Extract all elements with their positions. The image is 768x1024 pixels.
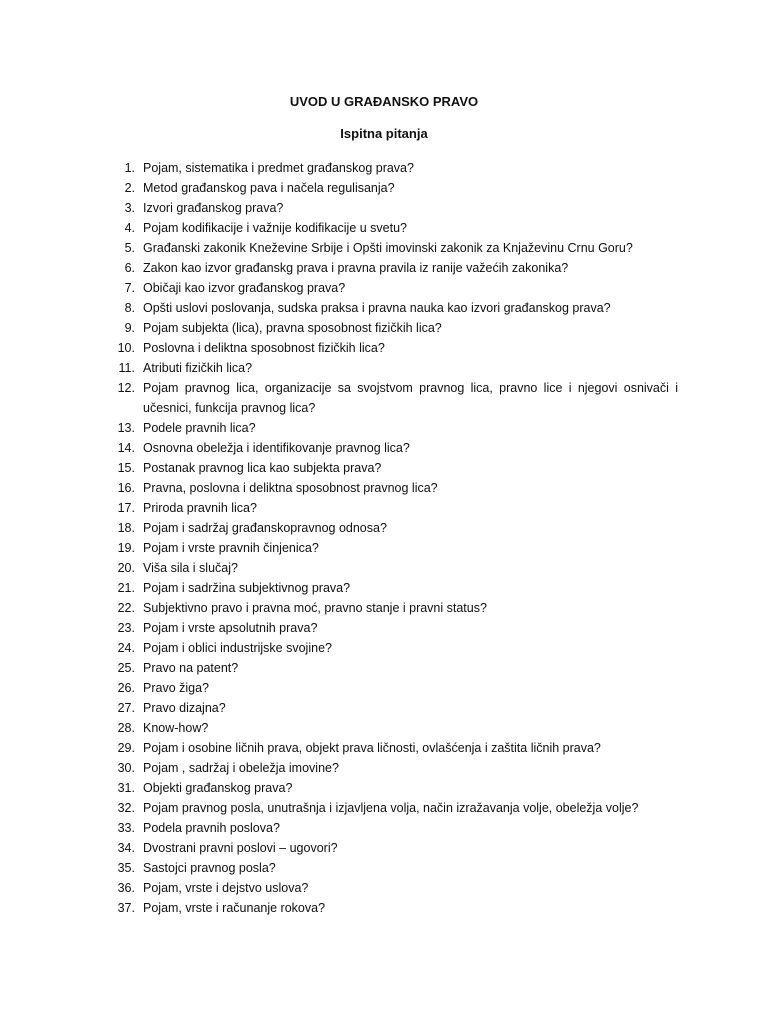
question-text: Običaji kao izvor građanskog prava? [143, 281, 346, 295]
question-text: Pojam i sadržina subjektivnog prava? [143, 581, 351, 595]
question-number: 29 . [108, 738, 135, 758]
list-item [108, 338, 678, 358]
question-number: 21 . [108, 578, 135, 598]
list-item [108, 498, 678, 518]
question-number: 7 . [108, 278, 135, 298]
question-number: 25 . [108, 658, 135, 678]
question-number: 15 . [108, 458, 135, 478]
question-text: Metod građanskog pava i načela regulisanja? [143, 181, 395, 195]
question-number: 18 . [108, 518, 135, 538]
question-text: Građanski zakonik Kneževine Srbije i Opšti imovinski zakonik za Knjaževinu Crnu Goru? [143, 241, 633, 255]
question-text: Postanak pravnog lica kao subjekta prava? [143, 461, 382, 475]
question-number: 32 . [108, 798, 135, 818]
list-item [108, 838, 678, 858]
question-text: Pravo žiga? [143, 681, 210, 695]
list-item [108, 858, 678, 878]
question-text: Pojam pravnog posla, unutrašnja i izjavljena volja, način izražavanja volje, obeležja volje? [143, 801, 639, 815]
list-item [108, 698, 678, 718]
question-number: 10 . [108, 338, 135, 358]
question-text: Pojam i osobine ličnih prava, objekt prava ličnosti, ovlašćenja i zaštita ličnih prava? [143, 741, 601, 755]
list-item [108, 458, 678, 478]
question-text: Osnovna obeležja i identifikovanje pravnog lica? [143, 441, 410, 455]
question-number: 2 . [108, 178, 135, 198]
question-text: Pojam i vrste apsolutnih prava? [143, 621, 318, 635]
question-number: 24 . [108, 638, 135, 658]
question-text: Pojam subjekta (lica), pravna sposobnost fizičkih lica? [143, 321, 442, 335]
question-text: Podele pravnih lica? [143, 421, 256, 435]
question-number: 3 . [108, 198, 135, 218]
list-item [108, 158, 678, 178]
list-item [108, 718, 678, 738]
question-number: 12 . [108, 378, 135, 398]
list-item [108, 198, 678, 218]
question-text: Poslovna i deliktna sposobnost fizičkih lica? [143, 341, 385, 355]
question-number: 28 . [108, 718, 135, 738]
question-text: Subjektivno pravo i pravna moć, pravno stanje i pravni status? [143, 601, 487, 615]
question-text: Opšti uslovi poslovanja, sudska praksa i pravna nauka kao izvori građanskog prava? [143, 301, 611, 315]
list-item [108, 558, 678, 578]
list-item [108, 178, 678, 198]
question-text: Pojam pravnog lica, organizacije sa svojstvom pravnog lica, pravno lice i njegovi osnivači i učesnici, funkcija pravnog lica? [143, 381, 678, 415]
question-number: 6 . [108, 258, 135, 278]
question-list [108, 158, 678, 918]
question-number: 14 . [108, 438, 135, 458]
list-item [108, 298, 678, 318]
question-text: Atributi fizičkih lica? [143, 361, 253, 375]
question-text: Pojam, vrste i računanje rokova? [143, 901, 326, 915]
question-number: 30 . [108, 758, 135, 778]
list-item [108, 778, 678, 798]
list-item [108, 358, 678, 378]
question-number: 20 . [108, 558, 135, 578]
list-item [108, 658, 678, 678]
list-item [108, 578, 678, 598]
question-text: Pojam, sistematika i predmet građanskog prava? [143, 161, 414, 175]
list-item [108, 738, 678, 758]
question-number: 4 . [108, 218, 135, 238]
question-number: 16 . [108, 478, 135, 498]
list-item [108, 798, 678, 818]
question-number: 31 . [108, 778, 135, 798]
list-item [108, 258, 678, 278]
question-number: 13 . [108, 418, 135, 438]
question-number: 33 . [108, 818, 135, 838]
list-item [108, 418, 678, 438]
question-text: Pojam , sadržaj i obeležja imovine? [143, 761, 339, 775]
question-text: Priroda pravnih lica? [143, 501, 257, 515]
question-number: 8 . [108, 298, 135, 318]
question-text: Pojam i oblici industrijske svojine? [143, 641, 332, 655]
question-text: Pravo dizajna? [143, 701, 226, 715]
question-text: Podela pravnih poslova? [143, 821, 280, 835]
list-item [108, 758, 678, 778]
list-item [108, 438, 678, 458]
list-item [108, 818, 678, 838]
list-item [108, 518, 678, 538]
question-number: 1 . [108, 158, 135, 178]
question-number: 11 . [108, 358, 135, 378]
list-item [108, 878, 678, 898]
list-item [108, 638, 678, 658]
question-text: Dvostrani pravni poslovi – ugovori? [143, 841, 338, 855]
question-text: Sastojci pravnog posla? [143, 861, 276, 875]
list-item [108, 898, 678, 918]
question-number: 26 . [108, 678, 135, 698]
question-text: Pravna, poslovna i deliktna sposobnost pravnog lica? [143, 481, 438, 495]
question-number: 36 . [108, 878, 135, 898]
question-text: Objekti građanskog prava? [143, 781, 293, 795]
list-item [108, 238, 678, 258]
question-text: Know-how? [143, 721, 209, 735]
question-number: 23 . [108, 618, 135, 638]
list-item [108, 538, 678, 558]
list-item [108, 278, 678, 298]
question-number: 35 . [108, 858, 135, 878]
question-text: Pojam i vrste pravnih činjenica? [143, 541, 319, 555]
list-item [108, 478, 678, 498]
question-number: 27 . [108, 698, 135, 718]
list-item [108, 678, 678, 698]
question-number: 17 . [108, 498, 135, 518]
question-text: Viša sila i slučaj? [143, 561, 238, 575]
list-item [108, 598, 678, 618]
question-number: 22 . [108, 598, 135, 618]
question-number: 9 . [108, 318, 135, 338]
question-number: 5 . [108, 238, 135, 258]
question-text: Pojam kodifikacije i važnije kodifikacije u svetu? [143, 221, 408, 235]
question-number: 34 . [108, 838, 135, 858]
question-text: Pojam, vrste i dejstvo uslova? [143, 881, 309, 895]
question-text: Pravo na patent? [143, 661, 239, 675]
question-text: Izvori građanskog prava? [143, 201, 284, 215]
question-text: Zakon kao izvor građanskg prava i pravna pravila iz ranije važećih zakonika? [143, 261, 569, 275]
question-number: 19 . [108, 538, 135, 558]
document-subtitle: Ispitna pitanja [340, 126, 428, 141]
question-text: Pojam i sadržaj građanskopravnog odnosa? [143, 521, 387, 535]
question-number: 37 . [108, 898, 135, 918]
list-item [108, 218, 678, 238]
list-item [108, 618, 678, 638]
list-item [108, 378, 678, 418]
document-title: UVOD U GRAĐANSKO PRAVO [289, 94, 479, 109]
list-item [108, 318, 678, 338]
